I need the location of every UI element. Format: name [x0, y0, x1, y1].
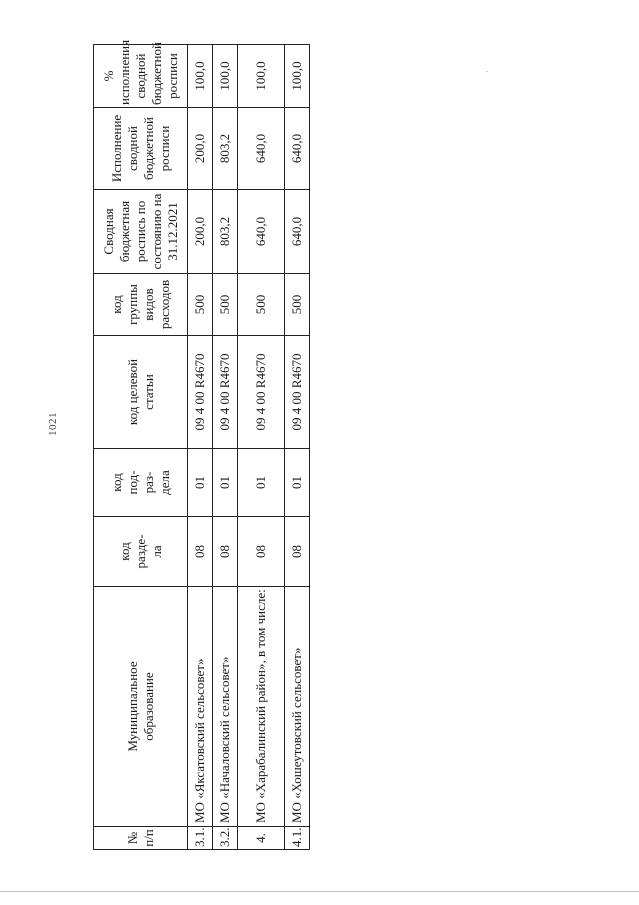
cell-section: 08	[188, 517, 213, 587]
scan-edge-line	[0, 891, 639, 892]
cell-plan: 640,0	[285, 190, 310, 274]
header-group: код группы видов расходов	[94, 274, 188, 336]
cell-plan: 803,2	[213, 190, 238, 274]
cell-pct: 100,0	[238, 45, 285, 108]
scan-speck	[486, 71, 488, 72]
cell-municipality: МО «Яксатовский сельсовет»	[188, 587, 213, 827]
cell-exec: 803,2	[213, 108, 238, 190]
cell-pct: 100,0	[285, 45, 310, 108]
cell-subsection: 01	[285, 449, 310, 517]
cell-exec: 200,0	[188, 108, 213, 190]
cell-exec: 640,0	[285, 108, 310, 190]
cell-section: 08	[285, 517, 310, 587]
cell-group: 500	[238, 274, 285, 336]
cell-num: 4.1.	[285, 827, 310, 850]
cell-target: 09 4 00 R4670	[238, 336, 285, 449]
header-municipality: Муниципальное образование	[94, 587, 188, 827]
header-section: код разде- ла	[94, 517, 188, 587]
table-row	[285, 45, 310, 850]
header-plan: Сводная бюджетная роспись по состоянию на 31.12.2021	[94, 190, 188, 274]
cell-num: 3.2.	[213, 827, 238, 850]
cell-exec: 640,0	[238, 108, 285, 190]
cell-municipality: МО «Хошеутовский сельсовет»	[285, 587, 310, 827]
header-pct: % исполнения сводной бюджетной росписи	[94, 45, 188, 108]
cell-subsection: 01	[188, 449, 213, 517]
cell-target: 09 4 00 R4670	[213, 336, 238, 449]
cell-municipality: МО «Харабалинский район», в том числе:	[238, 587, 285, 827]
cell-subsection: 01	[213, 449, 238, 517]
cell-municipality: МО «Началовский сельсовет»	[213, 587, 238, 827]
table-row	[188, 45, 213, 850]
cell-group: 500	[188, 274, 213, 336]
cell-group: 500	[213, 274, 238, 336]
cell-target: 09 4 00 R4670	[285, 336, 310, 449]
cell-pct: 100,0	[188, 45, 213, 108]
budget-table-rotated	[93, 39, 304, 850]
cell-subsection: 01	[238, 449, 285, 517]
cell-target: 09 4 00 R4670	[188, 336, 213, 449]
cell-section: 08	[238, 517, 285, 587]
page-number: 1021	[47, 412, 59, 436]
header-row	[94, 45, 188, 850]
cell-group: 500	[285, 274, 310, 336]
cell-plan: 640,0	[238, 190, 285, 274]
cell-plan: 200,0	[188, 190, 213, 274]
cell-num: 3.1.	[188, 827, 213, 850]
header-num: № п/п	[94, 827, 188, 850]
cell-num: 4.	[238, 827, 285, 850]
budget-table	[93, 39, 310, 850]
cell-section: 08	[213, 517, 238, 587]
cell-pct: 100,0	[213, 45, 238, 108]
table-row	[238, 45, 285, 850]
header-target: код целевой статьи	[94, 336, 188, 449]
header-exec: Исполнение сводной бюджетной росписи	[94, 108, 188, 190]
table-row	[213, 45, 238, 850]
header-subsection: код под- раз- дела	[94, 449, 188, 517]
